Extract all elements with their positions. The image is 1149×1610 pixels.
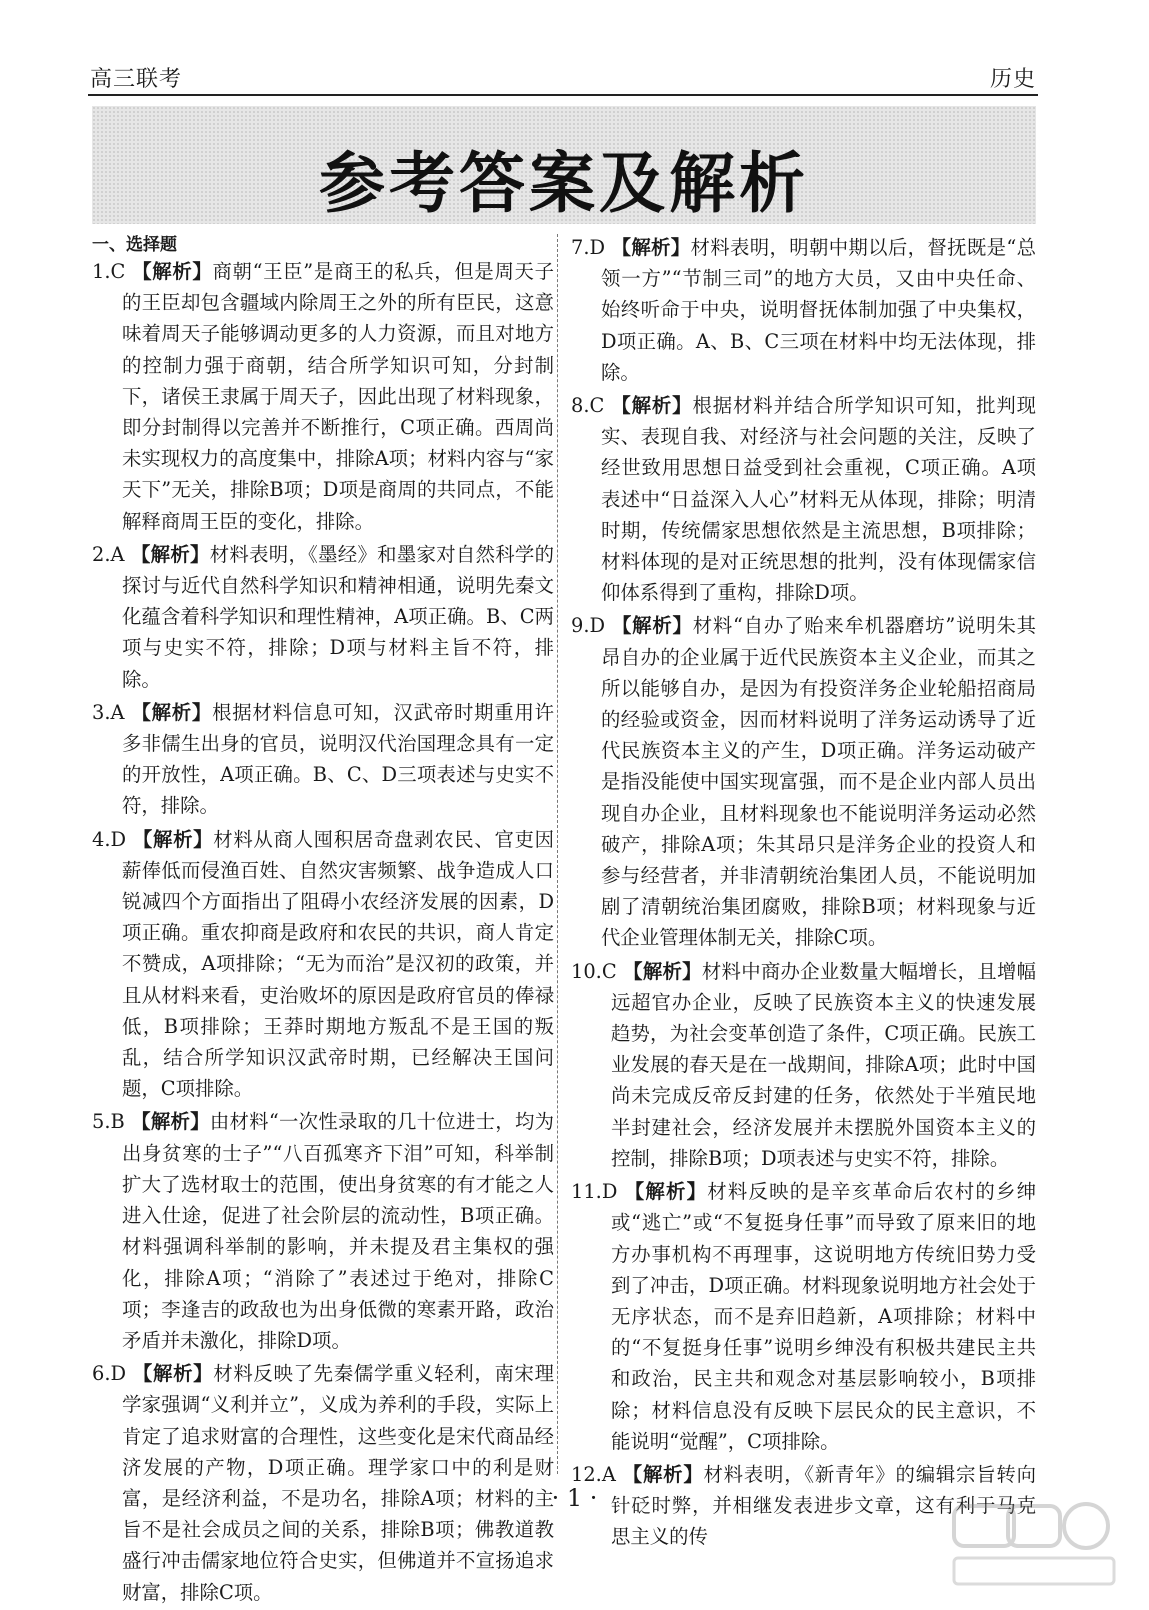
analysis-tag: 【解析】 (612, 614, 693, 638)
analysis-tag: 【解析】 (132, 827, 214, 851)
left-column (92, 232, 554, 1610)
answer-text: 材料从商人囤积居奇盘剥农民、官吏因薪俸低而侵渔百姓、自然灾害频繁、战争造成人口锐减四个方面指出了阻碍小农经济发展的因素，D项正确。重农抑商是政府和农民的共识，商人肯定不赞成，A项排除；“无为而治”是汉初的政策，并且从材料来看，吏治败坏的原因是政府官员的俸禄低，B项排除；王莽时期地方叛乱不是王国的叛乱，结合所学知识汉武帝时期，已经解决王国问题，C项排除。 (122, 827, 555, 1101)
page-header (88, 60, 1038, 96)
answer-text: 由材料“一次性录取的几十位进士，均为出身贫寒的士子”“八百孤寒齐下泪”可知，科举制扩大了选材取士的范围，使出身贫寒的有才能之人进入仕途，促进了社会阶层的流动性，B项正确。材料强调科举制的影响，并未提及君主集权的强化，排除A项；“消除了”表述过于绝对，排除C项；李逢吉的政敌也为出身低微的寒素开路，政治矛盾并未激化，排除D项。 (122, 1110, 555, 1352)
analysis-tag: 【解析】 (624, 1180, 708, 1204)
answer-number: 9.D (571, 614, 606, 638)
answer-text: 材料中商办企业数量大幅增长，且增幅远超官办企业，反映了民族资本主义的快速发展趋势，为社会变革创造了条件，C项正确。民族工业发展的春天是在一战期间，排除A项；此时中国尚未完成反帝反封建的任务，依然处于半殖民地半封建社会，经济发展并未摆脱外国资本主义的控制，排除B项；D项表述与史实不符，排除。 (611, 959, 1037, 1170)
answer-item-7 (571, 232, 1036, 388)
answer-item-11 (571, 1176, 1036, 1457)
analysis-tag: 【解析】 (623, 959, 702, 983)
answer-item-8 (571, 390, 1036, 608)
answer-text: 商朝“王臣”是商王的私兵，但是周天子的王臣却包含疆域内除周王之外的所有臣民，这意味着周天子能够调动更多的人力资源，而且对地方的控制力强于商朝，结合所学知识可知，分封制下，诸侯王隶属于周天子，因此出现了材料现象，即分封制得以完善并不断推行，C项正确。西周尚未实现权力的高度集中，排除A项；材料内容与“家天下”无关，排除B项；D项是商周的共同点，不能解释商周王臣的变化，排除。 (122, 260, 554, 533)
analysis-tag: 【解析】 (611, 394, 693, 418)
page-number: · 1 · (551, 1484, 598, 1512)
page-title: 参考答案及解析 (319, 145, 809, 222)
answer-item-4 (92, 824, 554, 1105)
analysis-tag: 【解析】 (622, 1462, 704, 1486)
answer-number: 7.D (571, 236, 606, 259)
answer-text: 材料表明，明朝中期以后，督抚既是“总领一方”“节制三司”的地方大员，又由中央任命、始终听命于中央，说明督抚体制加强了中央集权，D项正确。A、B、C三项在材料中均无法体现，排除。 (601, 236, 1036, 384)
answer-text: 材料表明，《新青年》的编辑宗旨转向针砭时弊，并相继发表进步文章，这有利于马克思主义的传 (611, 1462, 1036, 1549)
header-exam-name: 高三联考 (90, 67, 183, 92)
answer-item-6 (92, 1358, 554, 1608)
answer-item-5 (92, 1106, 554, 1356)
answer-item-10 (571, 956, 1036, 1174)
answer-text: 材料反映的是辛亥革命后农村的乡绅或“逃亡”或“不复挺身任事”而导致了原来旧的地方办事机构不再理事，这说明地方传统旧势力受到了冲击，D项正确。材料现象说明地方社会处于无序状态，而不是弃旧趋新，A项排除；材料中的“不复挺身任事”说明乡绅没有积极共建民主共和政治，民主共和观念对基层影响较小，B项排除；材料信息没有反映下层民众的民主意识，不能说明“觉醒”，C项排除。 (611, 1180, 1037, 1453)
analysis-tag: 【解析】 (131, 700, 213, 724)
answer-number: 11.D (571, 1180, 618, 1204)
header-subject: 历史 (989, 67, 1036, 92)
answer-number: 6.D (92, 1362, 127, 1386)
answer-item-1 (92, 256, 554, 537)
answer-text: 材料反映了先秦儒学重义轻利，南宋理学家强调“义利并立”，义成为养利的手段，实际上肯定了追求财富的合理性，这些变化是宋代商品经济发展的产物，D项正确。理学家口中的利是财富，是经济利益，不是功名，排除A项；材料的主旨不是社会成员之间的关系，排除B项；佛教道教盛行冲击儒家地位符合史实，但佛道并不宣扬追求财富，排除C项。 (122, 1362, 555, 1604)
answer-number: 3.A (92, 700, 125, 724)
analysis-tag: 【解析】 (132, 260, 213, 283)
analysis-tag: 【解析】 (131, 1110, 210, 1134)
analysis-tag: 【解析】 (132, 1362, 214, 1386)
right-column (571, 232, 1036, 1555)
answer-number: 12.A (571, 1462, 616, 1486)
column-divider (557, 234, 558, 1474)
answer-text: 材料“自办了贻来牟机器磨坊”说明朱其昂自办的企业属于近代民族资本主义企业，而其之所以能够自办，是因为有投资洋务企业轮船招商局的经验或资金，因而材料说明了洋务运动诱导了近代民族资本主义的产生，D项正确。洋务运动破产是指没能使中国实现富强，而不是企业内部人员出现自办企业，且材料现象也不能说明洋务运动必然破产，排除A项；朱其昂只是洋务企业的投资人和参与经营者，并非清朝统治集团人员，不能说明加剧了清朝统治集团腐败，排除B项；材料现象与近代企业管理体制无关，排除C项。 (601, 614, 1037, 950)
answer-text: 材料表明，《墨经》和墨家对自然科学的探讨与近代自然科学知识和精神相通，说明先秦文化蕴含着科学知识和理性精神，A项正确。B、C两项与史实不符，排除；D项与材料主旨不符，排除。 (122, 542, 554, 691)
answer-number: 8.C (571, 394, 605, 418)
answer-item-3 (92, 697, 554, 822)
answer-number: 10.C (571, 959, 617, 983)
answer-text: 根据材料并结合所学知识可知，批判现实、表现自我、对经济与社会问题的关注，反映了经世致用思想日益受到社会重视，C项正确。A项表述中“日益深入人心”材料无从体现，排除；明清时期，传统儒家思想依然是主流思想，B项排除；材料体现的是对正统思想的批判，没有体现儒家信仰体系得到了重构，排除D项。 (601, 394, 1037, 605)
answer-number: 4.D (92, 827, 127, 851)
analysis-tag: 【解析】 (130, 542, 210, 566)
answer-number: 5.B (92, 1110, 125, 1134)
answer-number: 2.A (92, 542, 125, 566)
analysis-tag: 【解析】 (611, 236, 691, 259)
answer-item-9 (571, 610, 1036, 953)
watermark-logo-icon (948, 1500, 1123, 1590)
section-heading: 一、选择题 (92, 235, 177, 255)
title-banner (92, 106, 1036, 224)
answer-item-2 (92, 539, 554, 695)
answer-text: 根据材料信息可知，汉武帝时期重用许多非儒生出身的官员，说明汉代治国理念具有一定的开放性，A项正确。B、C、D三项表述与史实不符，排除。 (122, 700, 555, 818)
answer-number: 1.C (92, 260, 126, 283)
